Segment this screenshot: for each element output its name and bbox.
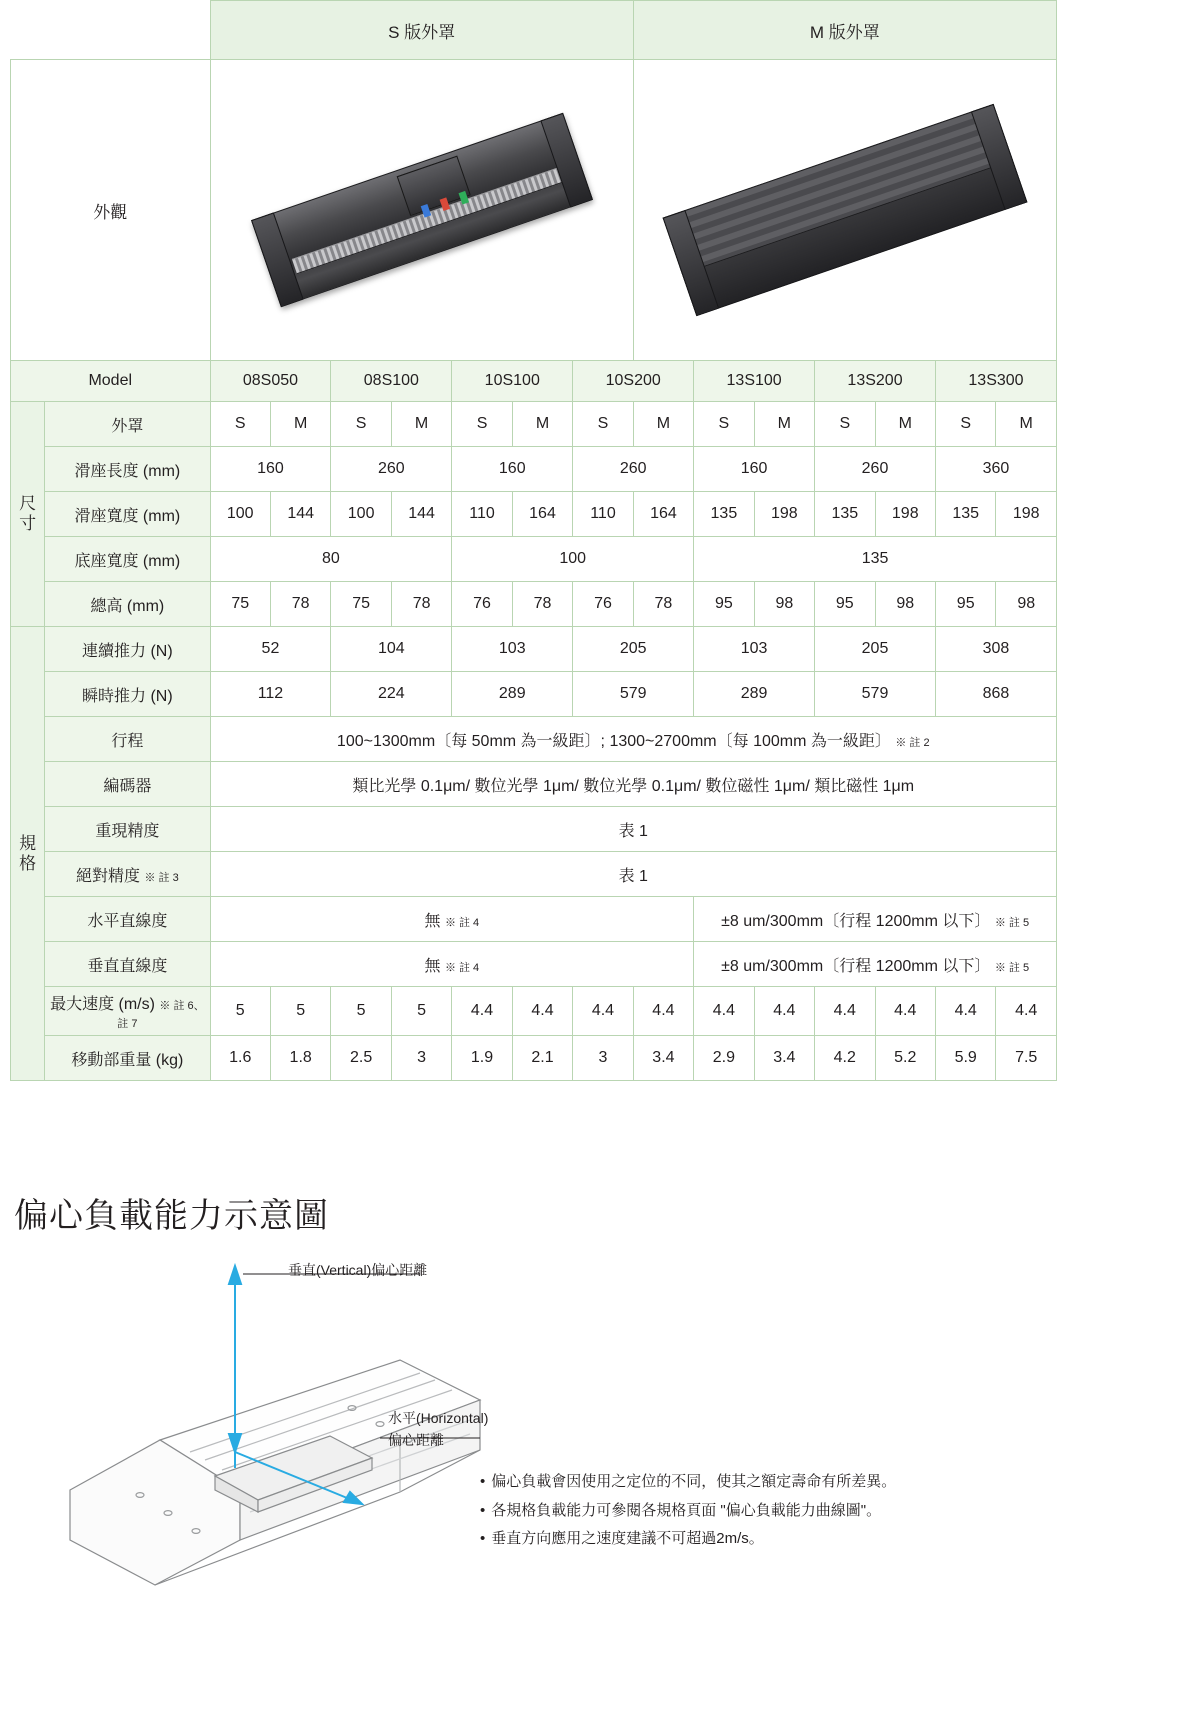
slider-length-2: 160 [452, 447, 573, 492]
slider-width-9: 198 [754, 492, 814, 537]
slider-width-4: 110 [452, 492, 512, 537]
header-cover-m: M 版外罩 [633, 1, 1056, 60]
total-height-4: 76 [452, 582, 512, 627]
slider-length-0: 160 [210, 447, 331, 492]
cover-7: M [633, 402, 693, 447]
horizontal-distance-label-line1: 水平(Horizontal) [388, 1410, 489, 1426]
horizontal-distance-label-line2: 偏心距離 [388, 1432, 444, 1448]
absolute-accuracy-value: 表 1 [210, 852, 1057, 897]
label-absolute-accuracy [45, 852, 210, 897]
moving-mass-3: 3 [391, 1036, 451, 1081]
row-peak-force [11, 672, 1057, 717]
eccentric-note-3: • 垂直方向應用之速度建議不可超過2m/s。 [480, 1525, 896, 1554]
total-height-11: 98 [875, 582, 935, 627]
cover-8: S [694, 402, 754, 447]
slider-width-11: 198 [875, 492, 935, 537]
vertical-straightness-right [694, 942, 1057, 987]
cover-4: S [452, 402, 512, 447]
label-max-speed [45, 987, 210, 1036]
max-speed-6: 4.4 [573, 987, 633, 1036]
appearance-row [11, 60, 1057, 361]
max-speed-7: 4.4 [633, 987, 693, 1036]
max-speed-2: 5 [331, 987, 391, 1036]
total-height-9: 98 [754, 582, 814, 627]
vertical-straightness-left [210, 942, 694, 987]
model-10S100: 10S100 [452, 361, 573, 402]
max-speed-1: 5 [270, 987, 330, 1036]
group-spec: 規格 [11, 627, 45, 1081]
photo-s-cover [210, 60, 633, 361]
cover-3: M [391, 402, 451, 447]
cover-1: M [270, 402, 330, 447]
absolute-accuracy-label-note: ※ 註 3 [144, 871, 179, 884]
moving-mass-9: 3.4 [754, 1036, 814, 1081]
vertical-left-text: 無 [424, 957, 441, 975]
model-row [11, 361, 1057, 402]
max-speed-5: 4.4 [512, 987, 572, 1036]
slider-width-10: 135 [815, 492, 875, 537]
label-vertical-straightness: 垂直直線度 [45, 942, 210, 987]
max-speed-label-text: 最大速度 (m/s) [50, 995, 155, 1013]
total-height-6: 76 [573, 582, 633, 627]
slider-width-0: 100 [210, 492, 270, 537]
eccentric-note-2: • 各規格負載能力可參閱各規格頁面 "偏心負載能力曲線圖"。 [480, 1497, 896, 1526]
row-vertical-straightness [11, 942, 1057, 987]
section-title-eccentric: 偏心負載能力示意圖 [14, 1197, 329, 1235]
label-slider-length: 滑座長度 (mm) [45, 447, 210, 492]
repeatability-value: 表 1 [210, 807, 1057, 852]
model-08S100: 08S100 [331, 361, 452, 402]
base-width-0: 80 [210, 537, 452, 582]
total-height-3: 78 [391, 582, 451, 627]
row-horizontal-straightness [11, 897, 1057, 942]
row-moving-mass [11, 1036, 1057, 1081]
model-10S200: 10S200 [573, 361, 694, 402]
cont-force-6: 308 [935, 627, 1056, 672]
cont-force-5: 205 [815, 627, 936, 672]
moving-mass-10: 4.2 [815, 1036, 875, 1081]
total-height-5: 78 [512, 582, 572, 627]
moving-mass-6: 3 [573, 1036, 633, 1081]
total-height-8: 95 [694, 582, 754, 627]
label-repeatability: 重現精度 [45, 807, 210, 852]
stroke-text: 100~1300mm〔每 50mm 為一級距〕; 1300~2700mm〔每 100mm 為一級距〕 [336, 732, 891, 750]
row-stroke [11, 717, 1057, 762]
model-13S200: 13S200 [815, 361, 936, 402]
label-peak-force: 瞬時推力 (N) [45, 672, 210, 717]
moving-mass-4: 1.9 [452, 1036, 512, 1081]
peak-force-3: 579 [573, 672, 694, 717]
slider-width-8: 135 [694, 492, 754, 537]
max-speed-12: 4.4 [935, 987, 995, 1036]
horizontal-right-note: ※ 註 5 [994, 916, 1030, 929]
slider-length-6: 360 [935, 447, 1056, 492]
horizontal-left-text: 無 [424, 912, 441, 930]
model-label: Model [11, 361, 211, 402]
cover-9: M [754, 402, 814, 447]
cover-5: M [512, 402, 572, 447]
moving-mass-2: 2.5 [331, 1036, 391, 1081]
module-m-illustration [662, 104, 1027, 316]
row-repeatability [11, 807, 1057, 852]
peak-force-2: 289 [452, 672, 573, 717]
cont-force-4: 103 [694, 627, 815, 672]
model-13S100: 13S100 [694, 361, 815, 402]
cont-force-1: 104 [331, 627, 452, 672]
eccentric-diagram [0, 1240, 1179, 1720]
stroke-note: ※ 註 2 [895, 736, 930, 749]
moving-mass-7: 3.4 [633, 1036, 693, 1081]
total-height-13: 98 [996, 582, 1057, 627]
stroke-value [210, 717, 1057, 762]
eccentric-notes [480, 1468, 896, 1554]
slider-width-12: 135 [935, 492, 995, 537]
total-height-1: 78 [270, 582, 330, 627]
absolute-accuracy-label-text: 絕對精度 [76, 867, 141, 885]
total-height-7: 78 [633, 582, 693, 627]
moving-mass-11: 5.2 [875, 1036, 935, 1081]
model-08S050: 08S050 [210, 361, 331, 402]
max-speed-3: 5 [391, 987, 451, 1036]
label-cont-force: 連續推力 (N) [45, 627, 210, 672]
label-horizontal-straightness: 水平直線度 [45, 897, 210, 942]
horizontal-straightness-right [694, 897, 1057, 942]
max-speed-9: 4.4 [754, 987, 814, 1036]
row-max-speed [11, 987, 1057, 1036]
cont-force-3: 205 [573, 627, 694, 672]
slider-length-4: 160 [694, 447, 815, 492]
cover-11: M [875, 402, 935, 447]
label-stroke: 行程 [45, 717, 210, 762]
horizontal-right-text: ±8 um/300mm〔行程 1200mm 以下〕 [721, 912, 991, 930]
label-slider-width: 滑座寬度 (mm) [45, 492, 210, 537]
cover-0: S [210, 402, 270, 447]
vertical-right-note: ※ 註 5 [994, 961, 1030, 974]
slider-width-5: 164 [512, 492, 572, 537]
model-13S300: 13S300 [935, 361, 1056, 402]
row-encoder [11, 762, 1057, 807]
horizontal-left-note: ※ 註 4 [444, 916, 480, 929]
cover-10: S [815, 402, 875, 447]
group-dimension: 尺寸 [11, 402, 45, 627]
row-base-width [11, 537, 1057, 582]
slider-length-5: 260 [815, 447, 936, 492]
encoder-value: 類比光學 0.1μm/ 數位光學 1μm/ 數位光學 0.1μm/ 數位磁性 1μm/ 類比磁性 1μm [210, 762, 1057, 807]
base-width-1: 100 [452, 537, 694, 582]
cover-12: S [935, 402, 995, 447]
peak-force-1: 224 [331, 672, 452, 717]
cont-force-0: 52 [210, 627, 331, 672]
max-speed-label-note: ※ 註 6、註 7 [117, 999, 205, 1030]
moving-mass-12: 5.9 [935, 1036, 995, 1081]
cont-force-2: 103 [452, 627, 573, 672]
cover-2: S [331, 402, 391, 447]
row-slider-length [11, 447, 1057, 492]
total-height-10: 95 [815, 582, 875, 627]
cover-header-row [11, 1, 1057, 60]
total-height-0: 75 [210, 582, 270, 627]
vertical-distance-label: 垂直(Vertical)偏心距離 [288, 1262, 428, 1278]
base-width-2: 135 [694, 537, 1057, 582]
row-absolute-accuracy [11, 852, 1057, 897]
slider-width-13: 198 [996, 492, 1057, 537]
peak-force-4: 289 [694, 672, 815, 717]
slider-width-2: 100 [331, 492, 391, 537]
moving-mass-13: 7.5 [996, 1036, 1057, 1081]
max-speed-8: 4.4 [694, 987, 754, 1036]
vertical-left-note: ※ 註 4 [444, 961, 480, 974]
max-speed-13: 4.4 [996, 987, 1057, 1036]
horizontal-straightness-left [210, 897, 694, 942]
label-moving-mass: 移動部重量 (kg) [45, 1036, 210, 1081]
cover-6: S [573, 402, 633, 447]
label-encoder: 編碼器 [45, 762, 210, 807]
peak-force-0: 112 [210, 672, 331, 717]
header-cover-s: S 版外罩 [210, 1, 633, 60]
max-speed-0: 5 [210, 987, 270, 1036]
total-height-12: 95 [935, 582, 995, 627]
slider-width-1: 144 [270, 492, 330, 537]
photo-m-cover [633, 60, 1056, 361]
row-slider-width [11, 492, 1057, 537]
appearance-label: 外觀 [11, 60, 211, 361]
row-cover [11, 402, 1057, 447]
peak-force-6: 868 [935, 672, 1056, 717]
moving-mass-0: 1.6 [210, 1036, 270, 1081]
moving-mass-8: 2.9 [694, 1036, 754, 1081]
max-speed-11: 4.4 [875, 987, 935, 1036]
slider-width-3: 144 [391, 492, 451, 537]
peak-force-5: 579 [815, 672, 936, 717]
label-cover: 外罩 [45, 402, 210, 447]
label-total-height: 總高 (mm) [45, 582, 210, 627]
row-cont-force [11, 627, 1057, 672]
max-speed-4: 4.4 [452, 987, 512, 1036]
slider-width-6: 110 [573, 492, 633, 537]
cover-13: M [996, 402, 1057, 447]
vertical-right-text: ±8 um/300mm〔行程 1200mm 以下〕 [721, 957, 991, 975]
row-total-height [11, 582, 1057, 627]
label-base-width: 底座寬度 (mm) [45, 537, 210, 582]
slider-length-1: 260 [331, 447, 452, 492]
max-speed-10: 4.4 [815, 987, 875, 1036]
module-s-illustration [251, 113, 593, 307]
moving-mass-5: 2.1 [512, 1036, 572, 1081]
eccentric-note-1: • 偏心負載會因使用之定位的不同，使其之額定壽命有所差異。 [480, 1468, 896, 1497]
slider-length-3: 260 [573, 447, 694, 492]
total-height-2: 75 [331, 582, 391, 627]
spec-table [10, 0, 1057, 1081]
moving-mass-1: 1.8 [270, 1036, 330, 1081]
slider-width-7: 164 [633, 492, 693, 537]
